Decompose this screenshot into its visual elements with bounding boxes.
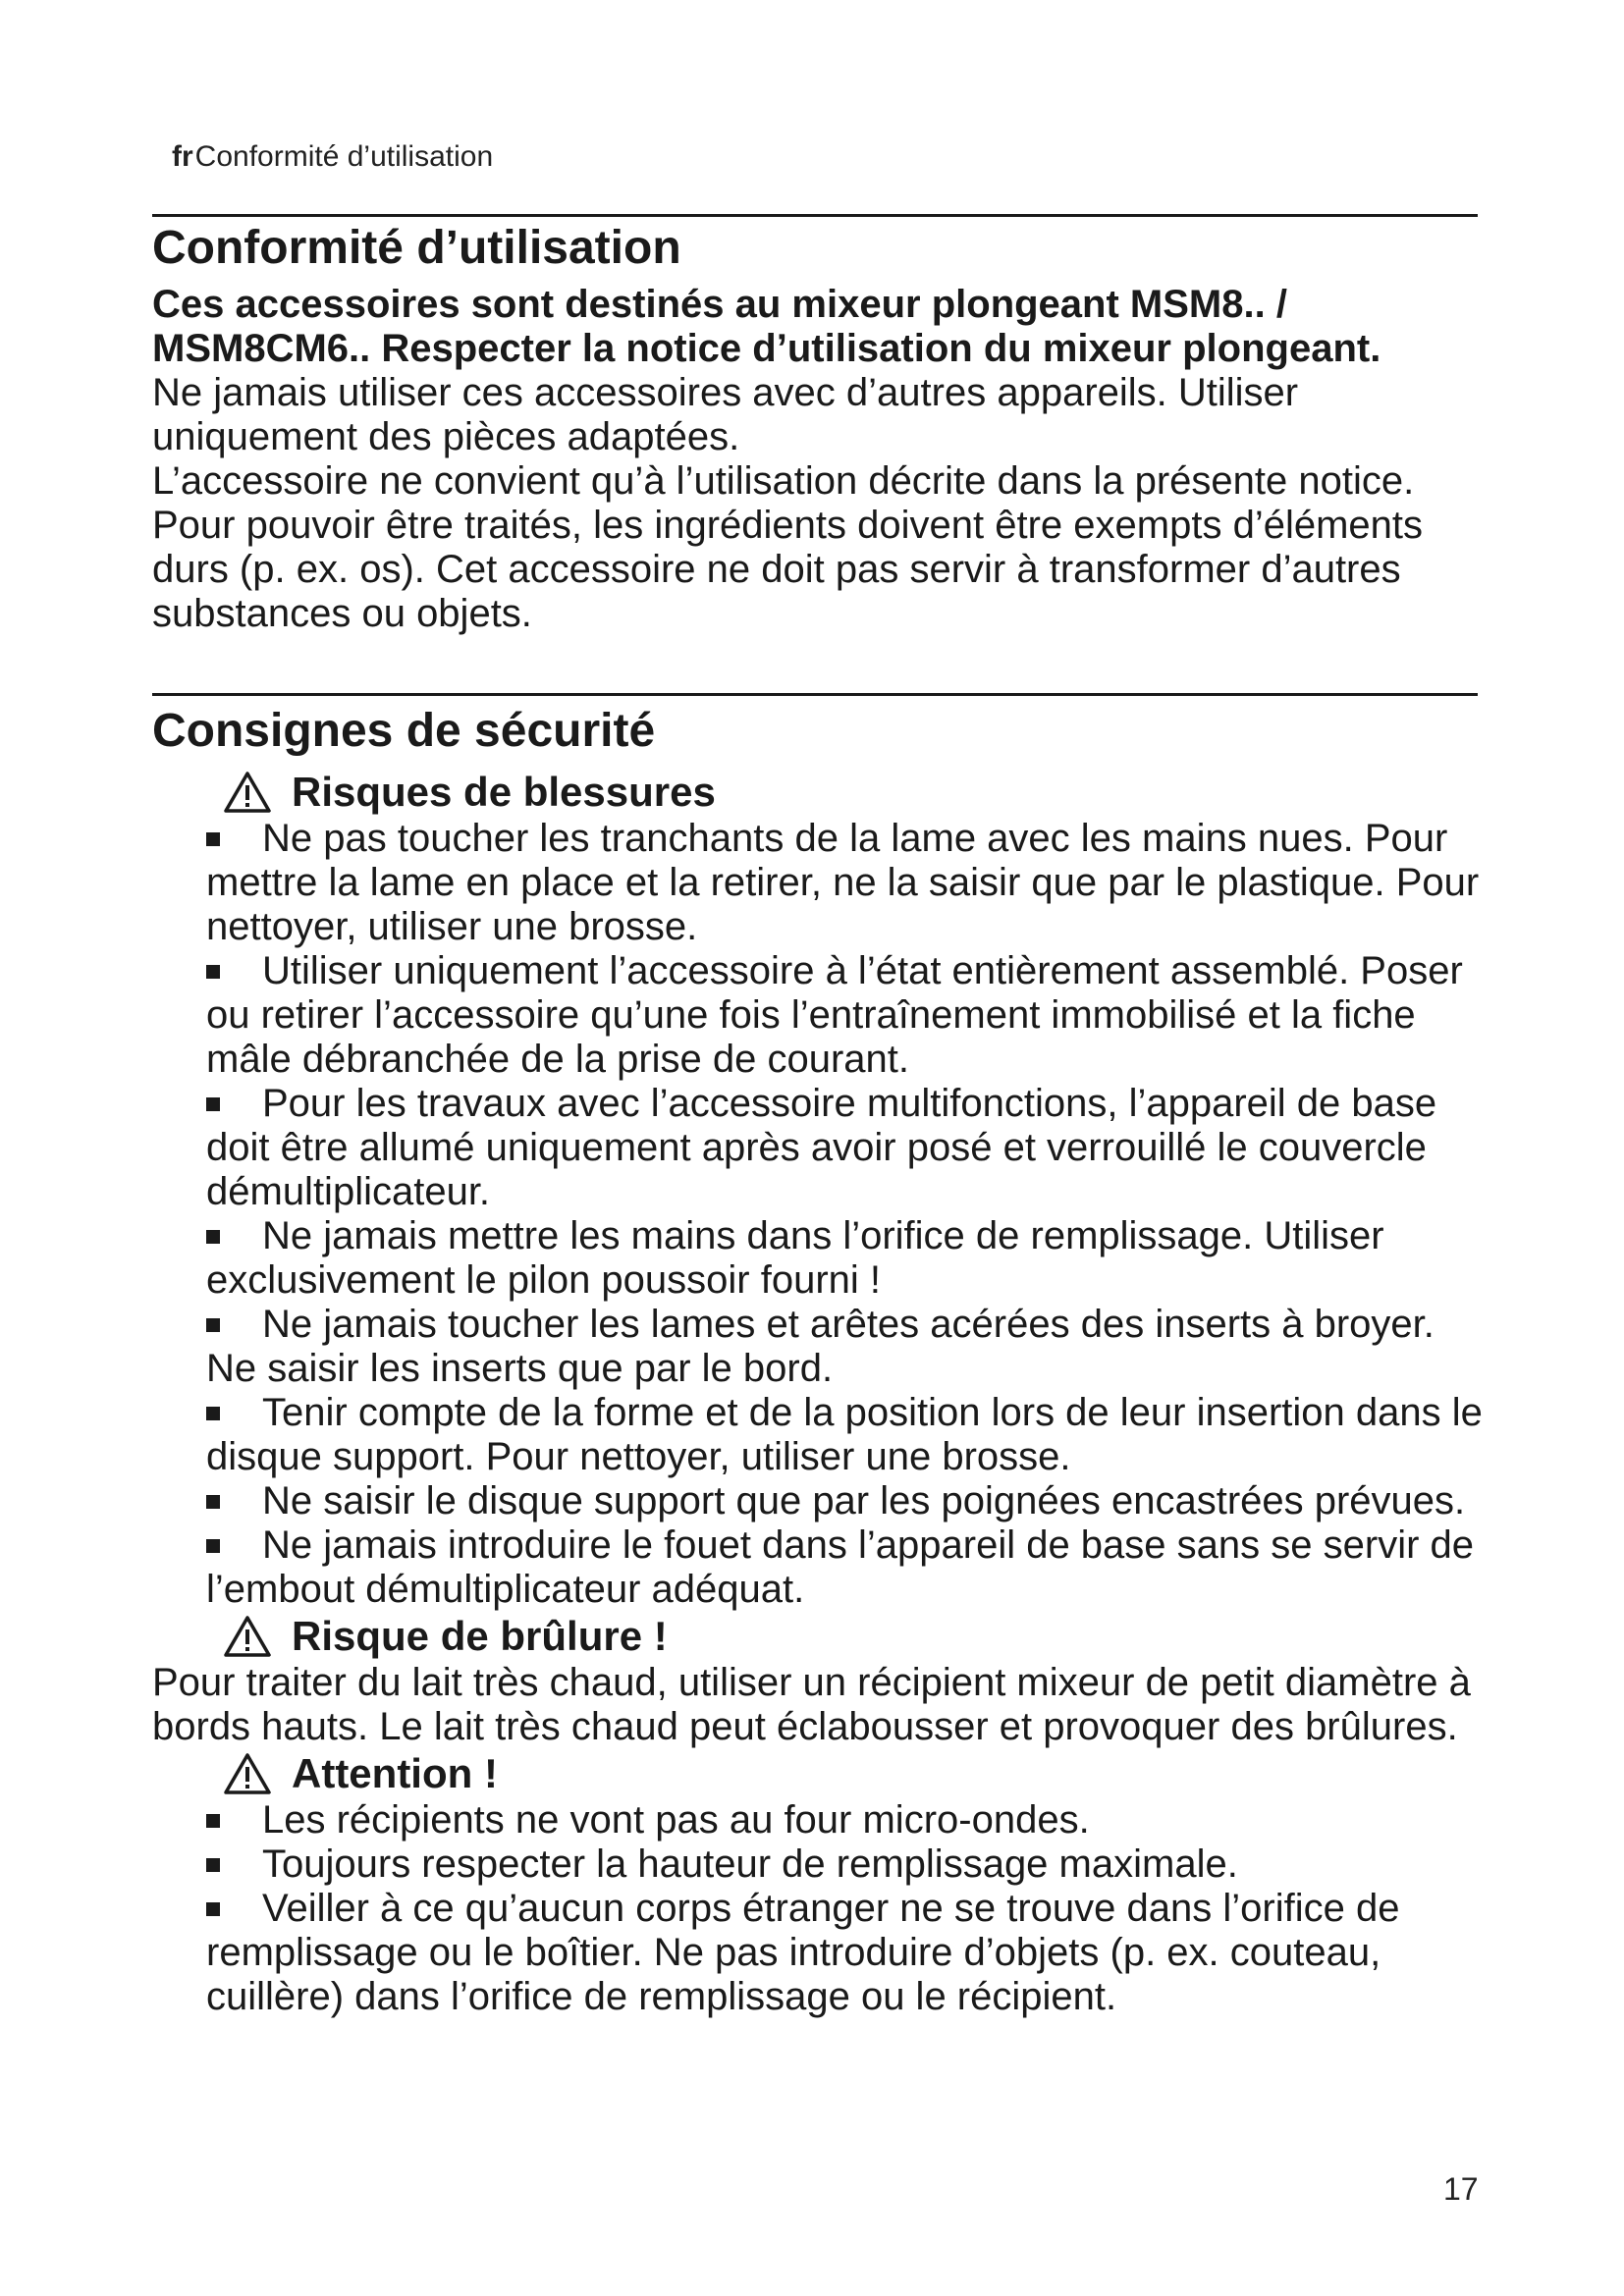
bullet	[206, 1902, 220, 1916]
list-item: Ne jamais toucher les lames et arêtes acérées des inserts à broyer. Ne saisir les inserts que par le bord.	[206, 1303, 1435, 1390]
list-item: Ne jamais introduire le fouet dans l’appareil de base sans se servir de l’embout démultiplicateur adéquat.	[206, 1523, 1475, 1611]
bullet	[206, 832, 220, 846]
warning-heading	[223, 1612, 1488, 1661]
warning-list	[152, 1798, 1488, 2019]
bullet	[206, 1407, 220, 1420]
bullet	[206, 1230, 220, 1244]
bullet	[206, 1858, 220, 1872]
warning-triangle-icon	[223, 1615, 272, 1658]
bullet	[206, 1097, 220, 1111]
bullet	[206, 1814, 220, 1828]
page-number: 17	[1443, 2171, 1479, 2207]
bullet	[206, 1539, 220, 1553]
paragraph: Ne jamais utiliser ces accessoires avec d’autres appareils. Utiliser uniquement des pièces adaptées.	[152, 371, 1299, 458]
list-item: Ne pas toucher les tranchants de la lame avec les mains nues. Pour mettre la lame en place et la retirer, ne la saisir que par le plastique. Pour nettoyer, utiliser une brosse.	[206, 817, 1480, 948]
warning-list	[152, 817, 1488, 1612]
running-title: Conformité d’utilisation	[194, 140, 494, 173]
section-title: Consignes de sécurité	[152, 705, 656, 757]
section-consignes	[152, 703, 1488, 2019]
bullet	[206, 965, 220, 979]
running-header	[172, 140, 493, 174]
warning-heading	[223, 768, 1488, 817]
paragraph: Pour traiter du lait très chaud, utiliser un récipient mixeur de petit diamètre à bords hauts. Le lait très chaud peut éclabousser et provoquer des brûlures.	[152, 1661, 1471, 1748]
warning-title: Risque de brûlure !	[292, 1613, 668, 1659]
language-code: fr	[172, 140, 193, 173]
section-conformite	[152, 220, 1488, 636]
list-item: Pour les travaux avec l’accessoire multifonctions, l’appareil de base doit être allumé uniquement après avoir posé et verrouillé le couvercle démultiplicateur.	[206, 1082, 1437, 1213]
bullet	[206, 1495, 220, 1509]
warning-title: Risques de blessures	[292, 769, 716, 815]
intro-bold-paragraph: Ces accessoires sont destinés au mixeur plongeant MSM8.. / MSM8CM6.. Respecter la notice d’utilisation du mixeur plongeant.	[152, 283, 1381, 370]
warning-heading	[223, 1749, 1488, 1798]
list-item: Ne jamais mettre les mains dans l’orifice de remplissage. Utiliser exclusivement le pilon poussoir fourni !	[206, 1214, 1384, 1302]
paragraph: L’accessoire ne convient qu’à l’utilisation décrite dans la présente notice. Pour pouvoir être traités, les ingrédients doivent être exempts d’éléments durs (p. ex. os). Cet accessoire ne doit pas servir à transformer d’autres substances ou objets.	[152, 459, 1424, 635]
list-item: Veiller à ce qu’aucun corps étranger ne se trouve dans l’orifice de remplissage ou le boîtier. Ne pas introduire d’objets (p. ex. couteau, cuillère) dans l’orifice de remplissage ou le récipient.	[206, 1887, 1400, 2018]
list-item: Ne saisir le disque support que par les poignées encastrées prévues.	[206, 1479, 1488, 1523]
list-item: Les récipients ne vont pas au four micro-ondes.	[206, 1798, 1488, 1842]
list-item: Tenir compte de la forme et de la position lors de leur insertion dans le disque support. Pour nettoyer, utiliser une brosse.	[206, 1391, 1483, 1478]
list-item: Utiliser uniquement l’accessoire à l’état entièrement assemblé. Poser ou retirer l’accessoire qu’une fois l’entraînement immobilisé et la fiche mâle débranchée de la prise de courant.	[206, 949, 1463, 1081]
section-title: Conformité d’utilisation	[152, 222, 681, 274]
section-divider	[152, 214, 1478, 217]
bullet	[206, 1318, 220, 1332]
section-divider	[152, 693, 1478, 696]
list-item: Toujours respecter la hauteur de remplissage maximale.	[206, 1842, 1488, 1887]
warning-triangle-icon	[223, 1752, 272, 1795]
warning-title: Attention !	[292, 1750, 498, 1796]
warning-triangle-icon	[223, 771, 272, 814]
